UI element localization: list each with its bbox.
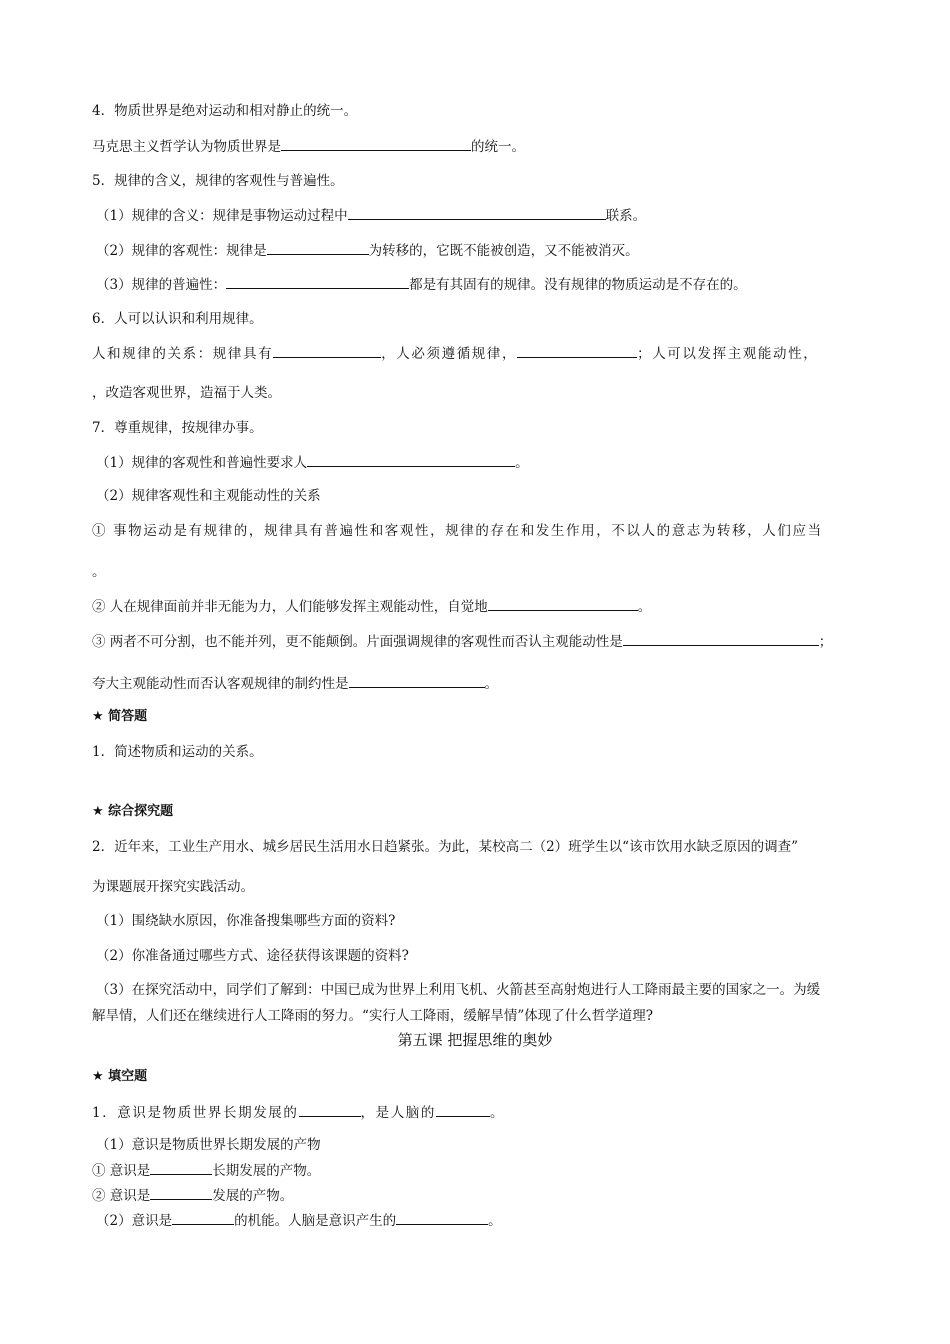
item-6-fill: 人和规律的关系：规律具有 ，人必须遵循规律， ；人可以发挥主观能动性， — [92, 343, 818, 364]
blank[interactable] — [267, 240, 369, 255]
blank[interactable] — [150, 1160, 212, 1175]
blank[interactable] — [226, 274, 409, 289]
item-6-continued: ，改造客观世界，造福于人类。 — [92, 385, 281, 401]
item-7-2-point-1-end: 。 — [92, 564, 106, 580]
item-7-1: （1）规律的客观性和普遍性要求人 。 — [96, 452, 529, 473]
item-7-2-point-3-end: 夸大主观能动性而否认客观规律的制约性是 。 — [92, 673, 498, 694]
blank[interactable] — [273, 343, 381, 358]
question-2: 2．近年来，工业生产用水、城乡居民生活用水日趋紧张。为此，某校高二（2）班学生以“该市饮用水缺乏原因的调查” — [92, 839, 798, 855]
question-2-2: （2）你准备通过哪些方式、途径获得该课题的资料? — [96, 948, 409, 964]
item-7-heading: 7．尊重规律，按规律办事。 — [92, 420, 263, 436]
blank[interactable] — [172, 1210, 234, 1225]
blank[interactable] — [623, 631, 819, 646]
section-short-answer: ★ 简答题 — [92, 709, 148, 724]
item-5-heading: 5．规律的含义，规律的客观性与普遍性。 — [92, 173, 344, 189]
lesson-title: 第五课 把握思维的奥妙 — [397, 1031, 553, 1049]
fill-question-1-1-point-1: ① 意识是 长期发展的产物。 — [92, 1160, 320, 1181]
blank[interactable] — [150, 1185, 212, 1200]
item-7-2-point-3: ③ 两者不可分割，也不能并列，更不能颠倒。片面强调规律的客观性而否认主观能动性是 ； — [92, 631, 832, 652]
question-2-3: （3）在探究活动中，同学们了解到：中国已成为世界上利用飞机、火箭甚至高射炮进行人工降雨最主要的国家之一。为缓 — [96, 982, 821, 998]
section-comprehensive: ★ 综合探究题 — [92, 804, 174, 819]
question-2-3-continued: 解旱情，人们还在继续进行人工降雨的努力。“实行人工降雨，缓解旱情”体现了什么哲学道理? — [92, 1008, 654, 1024]
blank[interactable] — [517, 343, 637, 358]
blank[interactable] — [307, 452, 515, 467]
blank[interactable] — [436, 1102, 490, 1117]
item-7-2-point-2: ② 人在规律面前并非无能为力，人们能够发挥主观能动性，自觉地 。 — [92, 596, 651, 617]
item-5-1: （1）规律的含义：规律是事物运动过程中 联系。 — [96, 205, 646, 226]
question-2-continued: 为课题展开探究实践活动。 — [92, 879, 254, 895]
fill-question-1-2: （2）意识是 的机能。人脑是意识产生的 。 — [96, 1210, 502, 1231]
item-7-2: （2）规律客观性和主观能动性的关系 — [96, 488, 321, 504]
fill-question-1-1-point-2: ② 意识是 发展的产物。 — [92, 1185, 293, 1206]
blank[interactable] — [281, 136, 471, 151]
blank[interactable] — [396, 1210, 488, 1225]
item-7-2-point-1: ① 事物运动是有规律的，规律具有普遍性和客观性，规律的存在和发生作用，不以人的意志为转移，人们应当 — [92, 523, 823, 539]
item-4-fill: 马克思主义哲学认为物质世界是 的统一。 — [92, 136, 525, 157]
question-2-1: （1）围绕缺水原因，你准备搜集哪些方面的资料? — [96, 913, 396, 929]
item-6-heading: 6．人可以认识和利用规律。 — [92, 311, 263, 327]
item-4-heading: 4．物质世界是绝对运动和相对静止的统一。 — [92, 103, 358, 119]
blank[interactable] — [349, 673, 485, 688]
item-5-3: （3）规律的普遍性： 都是有其固有的规律。没有规律的物质运动是不存在的。 — [96, 274, 747, 295]
blank[interactable] — [299, 1102, 361, 1117]
fill-question-1: 1．意识是物质世界长期发展的 ，是人脑的 。 — [92, 1102, 505, 1123]
fill-question-1-1: （1）意识是物质世界长期发展的产物 — [96, 1137, 321, 1153]
section-fill-blank: ★ 填空题 — [92, 1069, 148, 1084]
item-5-2: （2）规律的客观性：规律是 为转移的，它既不能被创造，又不能被消灭。 — [96, 240, 639, 261]
question-1: 1．简述物质和运动的关系。 — [92, 744, 263, 760]
blank[interactable] — [348, 205, 606, 220]
blank[interactable] — [488, 596, 638, 611]
